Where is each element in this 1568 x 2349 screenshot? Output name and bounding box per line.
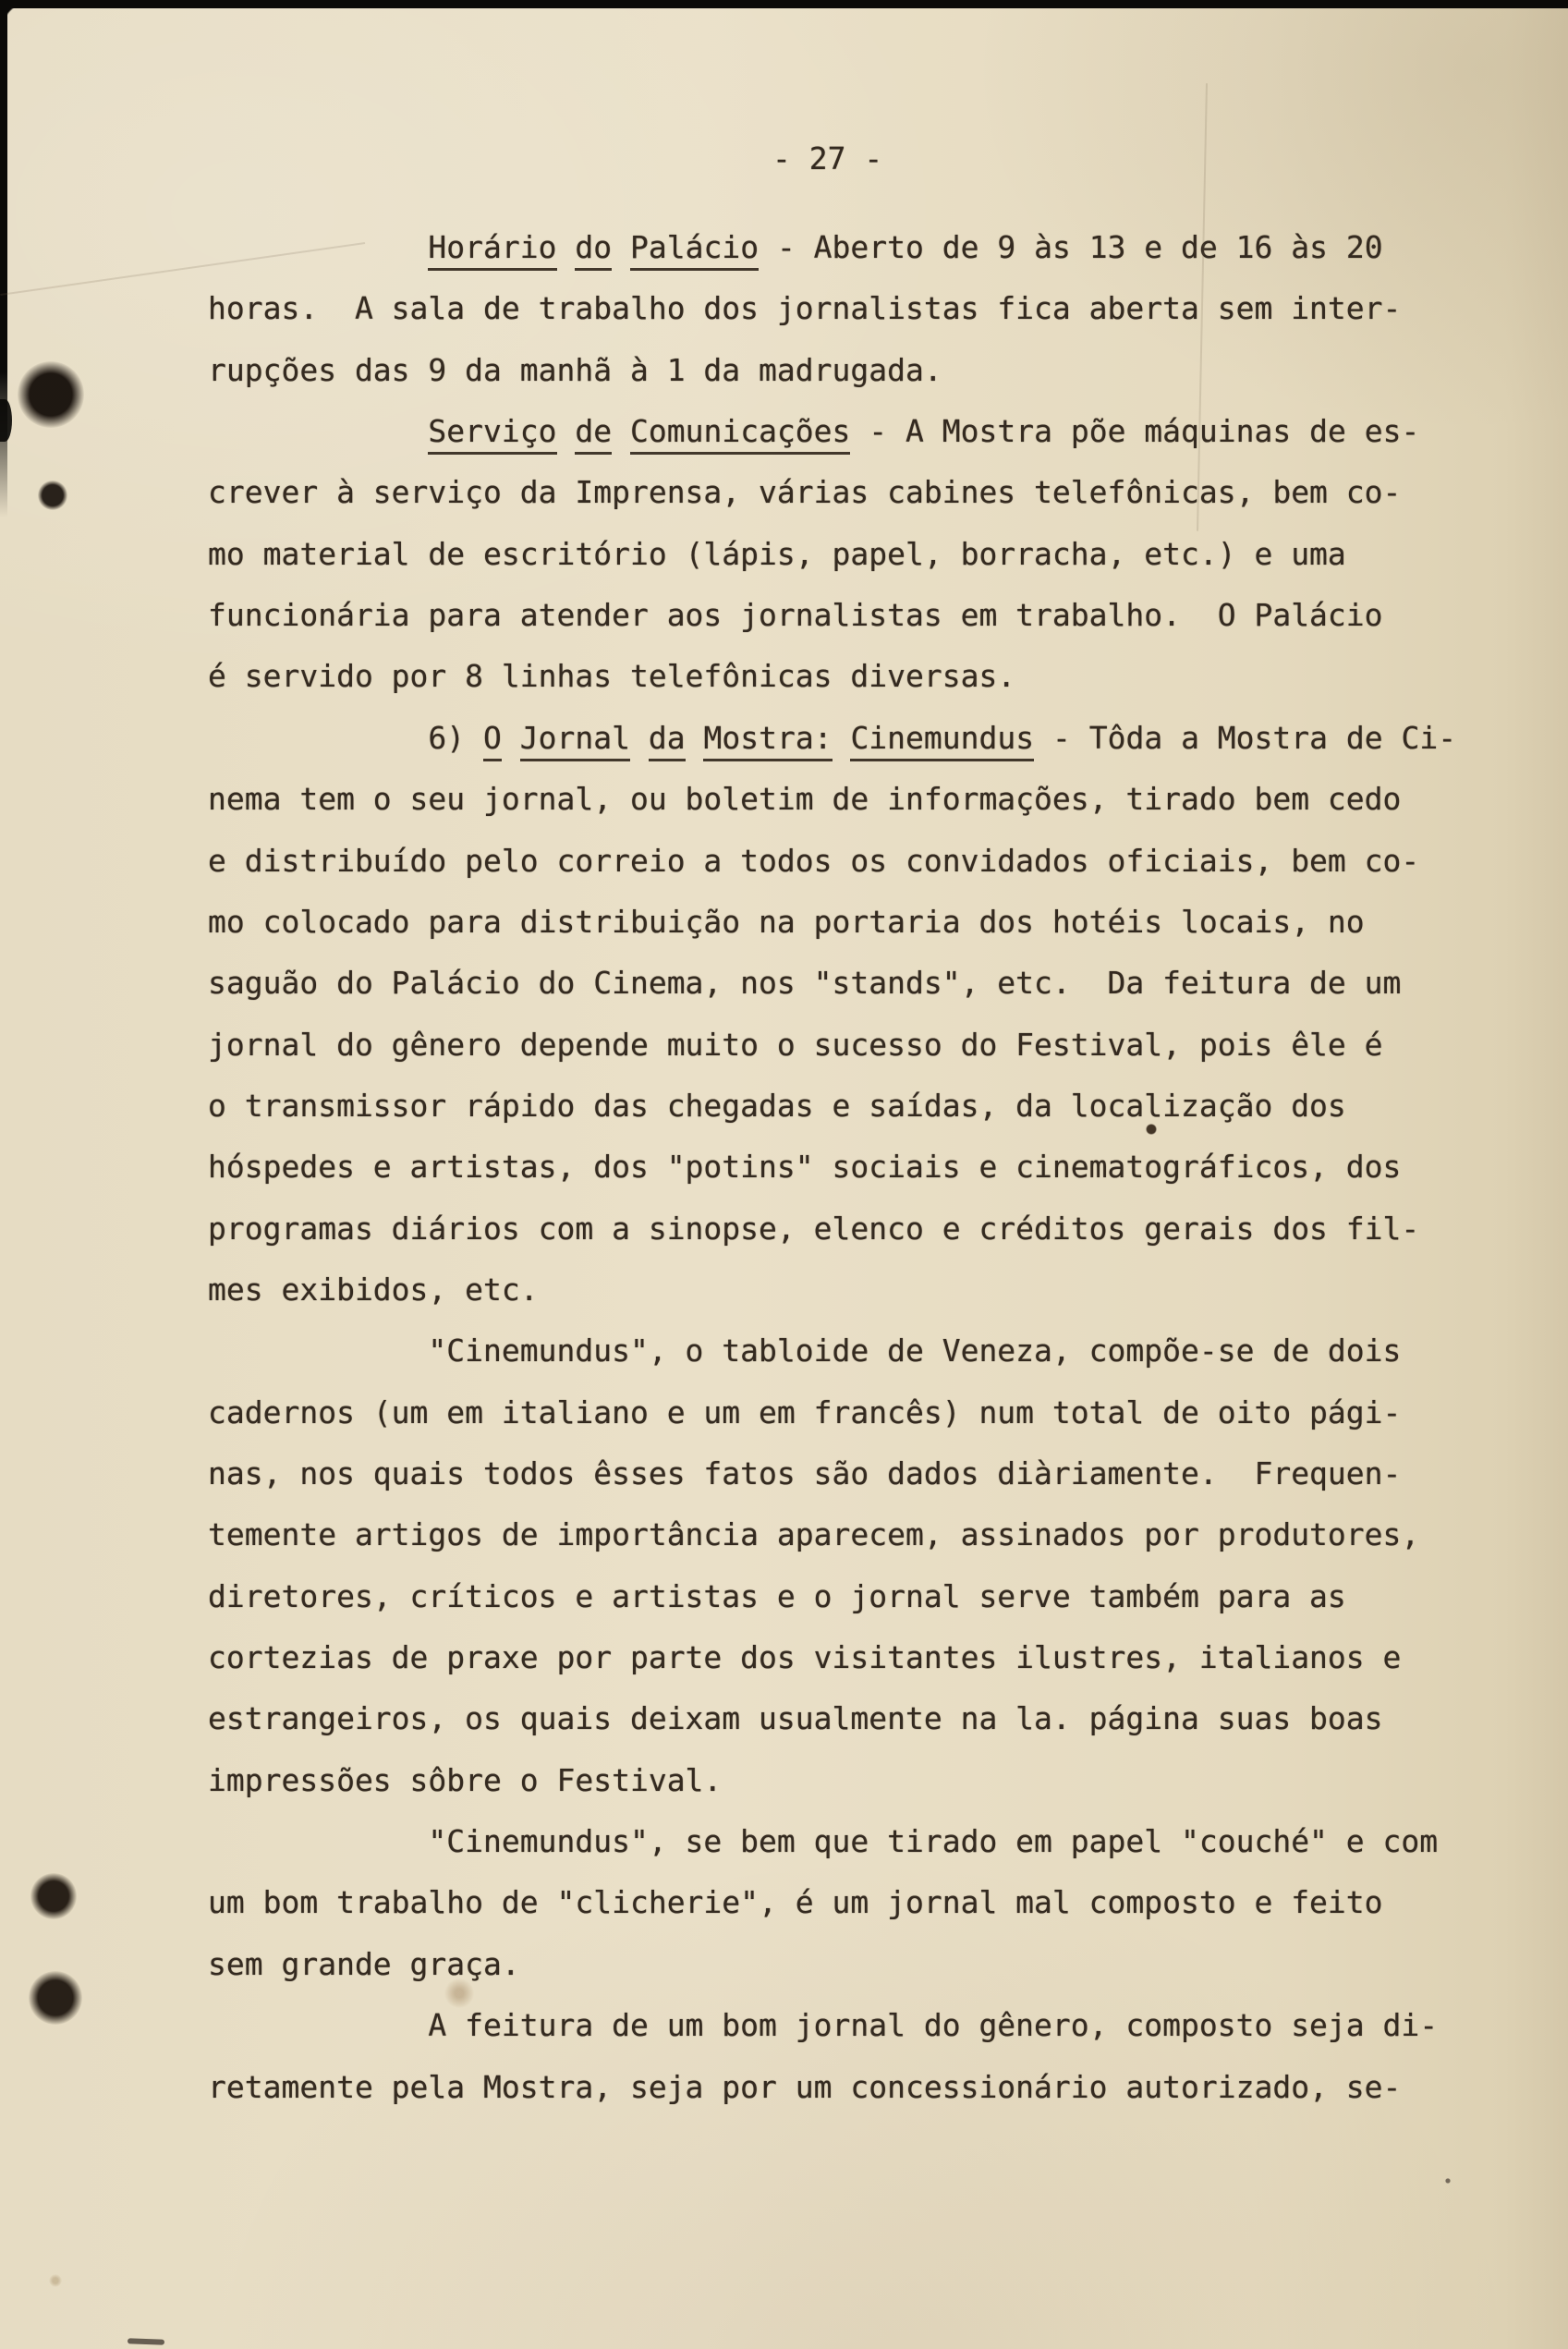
text-line: e distribuído pelo correio a todos os convidados oficiais, bem co- xyxy=(208,843,1420,879)
underlined-text: Cinemundus xyxy=(850,720,1034,761)
text-line: 6) O Jornal da Mostra: Cinemundus - Tôda a Mostra de Ci- xyxy=(208,720,1456,757)
ink-stain xyxy=(444,1978,474,2008)
underlined-text: Jornal xyxy=(520,720,630,761)
underlined-text: Horário xyxy=(428,229,556,271)
text-line: "Cinemundus", o tabloide de Veneza, compõe-se de dois xyxy=(208,1333,1402,1369)
underlined-text: Serviço xyxy=(428,413,556,455)
ink-stain xyxy=(29,1971,82,2025)
text-line: nema tem o seu jornal, ou boletim de informações, tirado bem cedo xyxy=(208,781,1402,817)
underlined-text: da xyxy=(649,720,686,761)
text-line: Serviço de Comunicações - A Mostra põe máquinas de es- xyxy=(208,413,1419,450)
ink-stain xyxy=(30,1873,77,1919)
text-line: saguão do Palácio do Cinema, nos "stands", etc. Da feitura de um xyxy=(208,965,1402,1001)
text-line: cortezias de praxe por parte dos visitantes ilustres, italianos e xyxy=(208,1639,1402,1675)
ink-stain xyxy=(38,481,67,510)
text-line: mo material de escritório (lápis, papel, borracha, etc.) e uma xyxy=(208,536,1346,572)
text-line: crever à serviço da Imprensa, várias cabines telefônicas, bem co- xyxy=(208,474,1402,510)
text-line: nas, nos quais todos êsses fatos são dados diàriamente. Frequen- xyxy=(208,1455,1402,1491)
ink-stain xyxy=(18,361,84,428)
ink-stain xyxy=(49,2274,62,2287)
underlined-text: do xyxy=(575,229,612,271)
scan-edge-corner xyxy=(0,0,28,28)
text-line: hóspedes e artistas, dos "potins" sociais e cinematográficos, dos xyxy=(208,1149,1402,1185)
text-line: o transmissor rápido das chegadas e saídas, da localização dos xyxy=(208,1088,1346,1124)
text-line: "Cinemundus", se bem que tirado em papel "couché" e com xyxy=(208,1823,1439,1859)
ink-stain xyxy=(1146,1124,1157,1135)
scan-edge-top xyxy=(0,0,1568,8)
text-line: programas diários com a sinopse, elenco e créditos gerais dos fil- xyxy=(208,1211,1420,1247)
text-line: mes exibidos, etc. xyxy=(208,1272,539,1308)
text-line: Horário do Palácio - Aberto de 9 às 13 e de 16 às 20 xyxy=(208,229,1383,266)
text-line: temente artigos de importância aparecem, assinados por produtores, xyxy=(208,1516,1420,1552)
underlined-text: O xyxy=(483,720,502,761)
underlined-text: de xyxy=(575,413,612,455)
text-line: diretores, críticos e artistas e o jornal serve também para as xyxy=(208,1578,1346,1614)
ink-stain xyxy=(1445,2178,1451,2184)
text-line: retamente pela Mostra, seja por um concessionário autorizado, se- xyxy=(208,2069,1402,2105)
text-line: cadernos (um em italiano e um em francês) num total de oito pági- xyxy=(208,1394,1402,1430)
text-line: rupções das 9 da manhã à 1 da madrugada. xyxy=(208,352,942,388)
page-number: - 27 - xyxy=(772,140,883,176)
underlined-text: Palácio xyxy=(630,229,759,271)
underlined-text: Comunicações xyxy=(630,413,850,455)
text-line: estrangeiros, os quais deixam usualmente na la. página suas boas xyxy=(208,1700,1383,1736)
text-line: é servido por 8 linhas telefônicas diversas. xyxy=(208,658,1016,694)
text-line: impressões sôbre o Festival. xyxy=(208,1762,723,1798)
text-line: mo colocado para distribuição na portaria dos hotéis locais, no xyxy=(208,904,1365,940)
text-line: sem grande graça. xyxy=(208,1946,520,1982)
text-line: jornal do gênero depende muito o sucesso do Festival, pois êle é xyxy=(208,1027,1383,1063)
text-line: funcionária para atender aos jornalistas em trabalho. O Palácio xyxy=(208,597,1383,633)
text-line: horas. A sala de trabalho dos jornalistas fica aberta sem inter- xyxy=(208,290,1402,326)
text-line: A feitura de um bom jornal do gênero, composto seja di- xyxy=(208,2007,1439,2043)
text-line: um bom trabalho de "clicherie", é um jornal mal composto e feito xyxy=(208,1884,1383,1920)
underlined-text: Mostra: xyxy=(703,720,832,761)
